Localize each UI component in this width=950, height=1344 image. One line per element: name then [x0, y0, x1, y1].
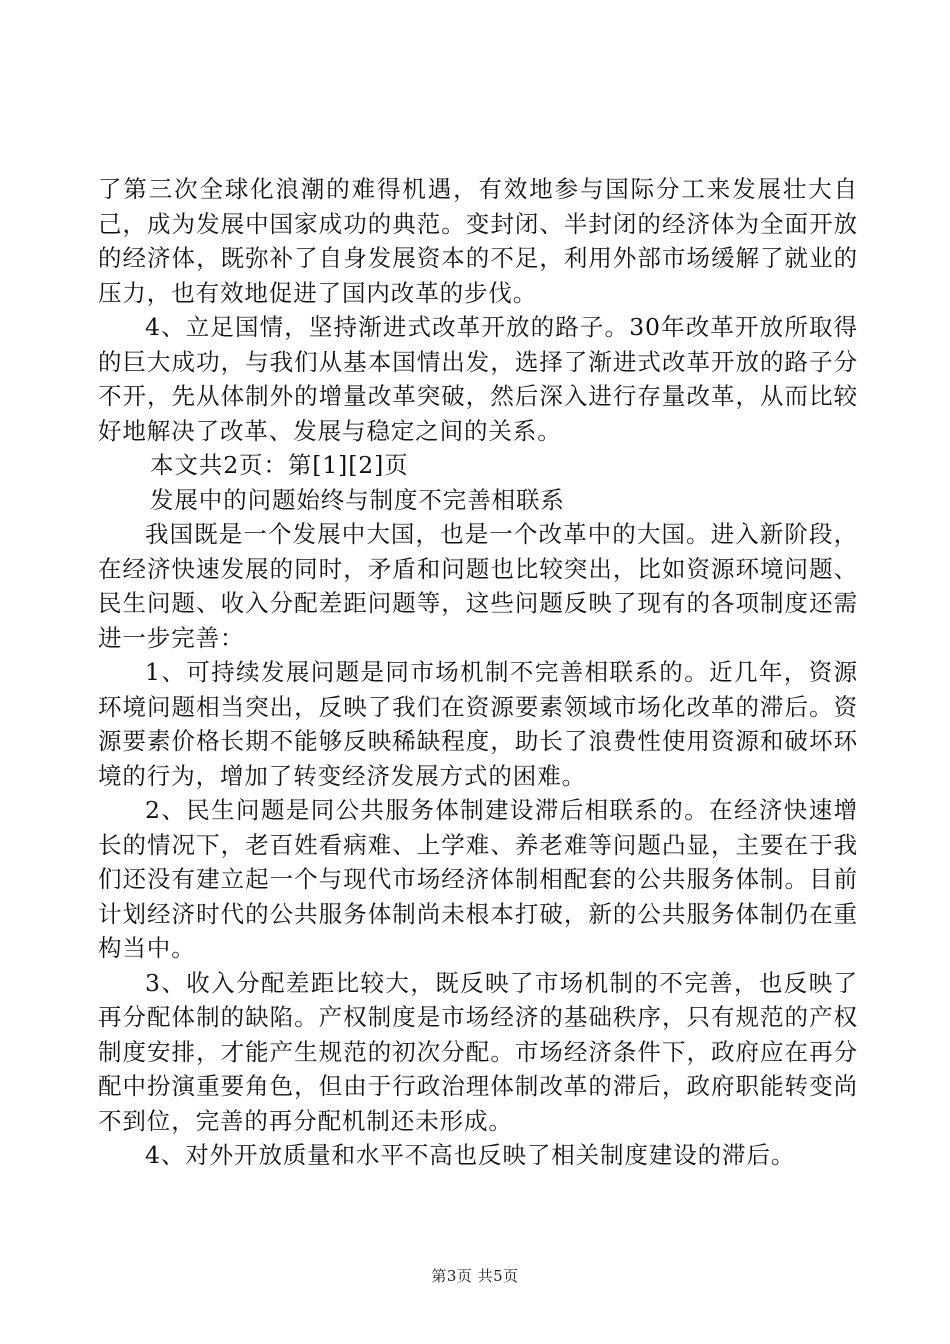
- paragraph-item-2-livelihood: 2、民生问题是同公共服务体制建设滞后相联系的。在经济快速增长的情况下，老百姓看病难、上学难、养老难等问题凸显，主要在于我们还没有建立起一个与现代市场经济体制相配套的公共服务体制。目前计划经济时代的公共服务体制尚未根本打破，新的公共服务体制仍在重构当中。: [98, 796, 858, 962]
- page-navigation-text: 本文共2页：第[1][2]页: [150, 451, 409, 479]
- paragraph-item-4-opening: 4、对外开放质量和水平不高也反映了相关制度建设的滞后。: [145, 1141, 796, 1169]
- paragraph-item-1-sustainability: 1、可持续发展问题是同市场机制不完善相联系的。近几年，资源环境问题相当突出，反映了我们在资源要素领域市场化改革的滞后。资源要素价格长期不能够反映稀缺程度，助长了浪费性使用资源和破坏环境的行为，增加了转变经济发展方式的困难。: [98, 658, 858, 790]
- section-heading: 发展中的问题始终与制度不完善相联系: [150, 485, 565, 514]
- paragraph-item-4-gradual-reform: 4、立足国情，坚持渐进式改革开放的路子。30年改革开放所取得的巨大成功，与我们从基本国情出发，选择了渐进式改革开放的路子分不开，先从体制外的增量改革突破，然后深入进行存量改革，从而比较好地解决了改革、发展与稳定之间的关系。: [98, 313, 858, 445]
- document-body: [98, 172, 858, 1173]
- page-footer: 第3页 共5页: [431, 1267, 519, 1285]
- paragraph-item-3-income: 3、收入分配差距比较大，既反映了市场机制的不完善，也反映了再分配体制的缺陷。产权制度是市场经济的基础秩序，只有规范的产权制度安排，才能产生规范的初次分配。市场经济条件下，政府应在再分配中扮演重要角色，但由于行政治理体制改革的滞后，政府职能转变尚不到位，完善的再分配机制还未形成。: [98, 968, 858, 1135]
- paragraph-continuation: 了第三次全球化浪潮的难得机遇，有效地参与国际分工来发展壮大自己，成为发展中国家成功的典范。变封闭、半封闭的经济体为全面开放的经济体，既弥补了自身发展资本的不足，利用外部市场缓解了就业的压力，也有效地促进了国内改革的步伐。: [98, 175, 858, 307]
- paragraph-intro: 我国既是一个发展中大国，也是一个改革中的大国。进入新阶段，在经济快速发展的同时，矛盾和问题也比较突出，比如资源环境问题、民生问题、收入分配差距问题等，这些问题反映了现有的各项制度还需进一步完善：: [98, 520, 858, 652]
